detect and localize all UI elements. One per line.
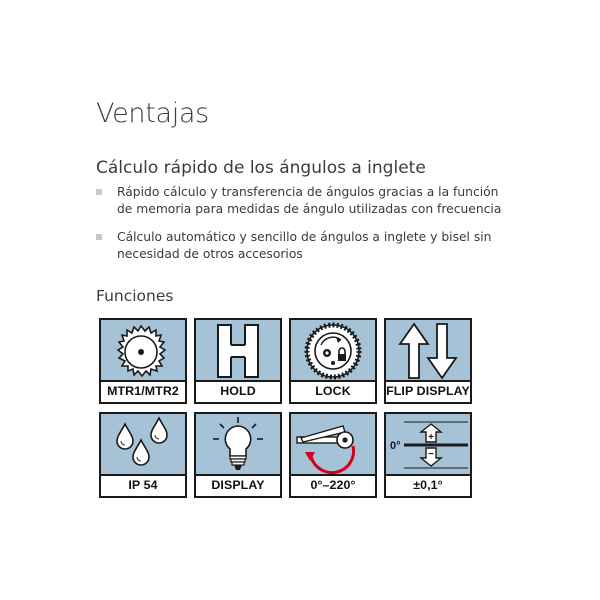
function-tile-angle-range [289, 412, 377, 498]
plus-sign: + [428, 432, 434, 443]
functions-grid [99, 318, 471, 500]
light-bulb-icon [196, 414, 280, 476]
list-item-text: Rápido cálculo y transferencia de ángulos gracias a la función de memoria para medidas de ángulo utilizadas con frecuencia [117, 185, 502, 216]
function-tile-lock [289, 318, 377, 404]
list-item [96, 184, 516, 218]
function-tile-ip54 [99, 412, 187, 498]
bullet-square-icon [96, 234, 102, 240]
flip-arrows-icon [386, 320, 470, 382]
list-item-text: Cálculo automático y sencillo de ángulos a inglete y bisel sin necesidad de otros accesorios [117, 230, 492, 261]
tile-label: ±0,1° [386, 474, 470, 496]
page-title: Ventajas [96, 98, 209, 129]
tile-label: MTR1/MTR2 [101, 380, 185, 402]
function-tile-flip-display [384, 318, 472, 404]
bullet-square-icon [96, 189, 102, 195]
minus-sign: − [428, 449, 434, 460]
water-drops-icon [101, 414, 185, 476]
lock-dial-icon [291, 320, 375, 382]
advantages-list [96, 184, 516, 274]
hold-icon [196, 320, 280, 382]
precision-icon [386, 414, 470, 476]
tile-label: IP 54 [101, 474, 185, 496]
zero-degree-label: 0° [390, 440, 401, 452]
saw-blade-icon [101, 320, 185, 382]
tile-label: HOLD [196, 380, 280, 402]
tile-label: DISPLAY [196, 474, 280, 496]
tile-label: LOCK [291, 380, 375, 402]
function-tile-mtr [99, 318, 187, 404]
tile-label: FLIP DISPLAY [386, 380, 470, 402]
function-tile-hold [194, 318, 282, 404]
tile-label: 0°–220° [291, 474, 375, 496]
functions-heading: Funciones [96, 287, 174, 305]
function-tile-precision [384, 412, 472, 498]
section-subtitle: Cálculo rápido de los ángulos a inglete [96, 158, 426, 178]
angle-rotation-icon [291, 414, 375, 476]
function-tile-display [194, 412, 282, 498]
list-item [96, 229, 516, 263]
